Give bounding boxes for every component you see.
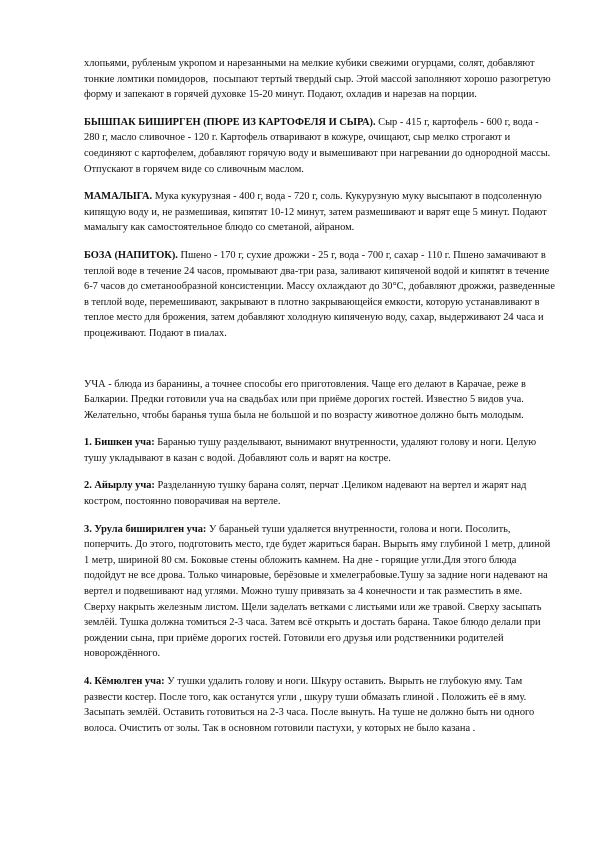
recipe-boza-paragraph	[84, 248, 555, 342]
variant-title: 2. Айырлу уча:	[84, 480, 155, 492]
ucha-variant-3-paragraph	[84, 522, 555, 662]
ucha-variant-1-paragraph	[84, 435, 555, 466]
paragraph-text: Мука кукурузная - 400 г, вода - 720 г, соль. Кукурузную муку высыпают в подсоленную кипящую воду и, не размешивая, кипятят 10-12 минут, затем размешивают и варят еще 5 минут. Подают мамалыгу как самостоятельное блюдо со сметаной, айраном.	[84, 191, 547, 234]
paragraph-text: У тушки удалить голову и ноги. Шкуру оставить. Вырыть не глубокую яму. Там развести костер. После того, как останутся угли , шкуру туши обмазать глиной . Положить её в яму. Засыпать землёй. Оставить готовиться на 2-3 часа. После вынуть. На туше не должно быть ни одного волоса. Очистить от золы. Так в основном готовили пастухи, у которых не было казана .	[84, 676, 535, 734]
recipe-title: БЫШПАК БИШИРГЕН (ПЮРЕ ИЗ КАРТОФЕЛЯ И СЫРА).	[84, 116, 376, 128]
recipe-bishpak-paragraph	[84, 115, 555, 177]
recipe-mamalyga-paragraph	[84, 189, 555, 236]
section-spacer	[84, 354, 555, 377]
recipe-title: МАМАЛЫГА.	[84, 191, 153, 203]
ucha-variant-2-paragraph	[84, 478, 555, 509]
recipe-continuation-paragraph	[84, 56, 555, 103]
ucha-intro-paragraph	[84, 377, 555, 424]
paragraph-text: У бараньей туши удаляется внутренности, голова и ноги. Посолить, поперчить. До этого, подготовить место, где будет жариться баран. Вырыть яму глубиной 1 метр, длиной 1 метр, шириной 80 см. Боковые стены обложить камнем. На дне - горящие угли.Для этого блюда подойдут не все дрова. Только чинаровые, берёзовые и хмелеграбовые.Тушу за задние ноги надевают на вертел и подвешивают над углями. Можно тушу привязать за 4 конечности и так разместить в яме. Сверху накрыть железным листом. Щели заделать ветками с листьями или же травой. Сверху засыпать землёй. Тушка должна томиться 2-3 часа. Затем всё открыть и достать барана. Такое блюдо делали при рождении сына, при приёме дорогих гостей. Готовили его друзья или родственники родителей новорождённого.	[84, 523, 551, 660]
variant-title: 4. Кёмюлген уча:	[84, 676, 165, 687]
paragraph-text: УЧА - блюда из баранины, а точнее способы его приготовления. Чаще его делают в Карачае, реже в Балкарии. Предки готовили уча на свадьбах или при приёме дорогих гостей. Известно 5 видов уча. Желательно, чтобы баранья туша была не большой и по возрасту животное должно быть молодым.	[84, 378, 526, 421]
variant-title: 1. Бишкен уча:	[84, 437, 155, 449]
paragraph-text: хлопьями, рубленым укропом и нарезанными на мелкие кубики свежими огурцами, солят, добавляют тонкие ломтики помидоров, ⁠ посыпают тертый твердый сыр. Этой массой заполняют хорошо разогретую форму и запекают в горячей духовке 15-20 минут. Подают, охладив и нарезав на порции.	[84, 58, 551, 101]
paragraph-text: Сыр - 415 г, картофель - 600 г, вода - 280 г, масло сливочное - 120 г. Картофель отваривают в кожуре, очищают, сыр мелко строгают и соединяют с картофелем, добавляют горячую воду и вымешивают при нагревании до однородной массы. Отпускают в горячем виде со сливочным маслом.	[84, 116, 551, 175]
ucha-variant-4-paragraph	[84, 674, 555, 736]
paragraph-text: Баранью тушу разделывают, вынимают внутренности, удаляют голову и ноги. Целую тушу укладывают в казан с водой. Добавляют соль и варят на костре.	[84, 437, 537, 464]
paragraph-text: Разделанную тушку барана солят, перчат .Целиком надевают на вертел и жарят над костром, постоянно поворачивая на вертеле.	[84, 480, 527, 508]
paragraph-text: Пшено - 170 г, сухие дрожжи - 25 г, вода - 700 г, сахар - 110 г. Пшено замачивают в теплой воде в течение 24 часов, промывают два-три раза, заливают кипяченой водой и кипятят в течение 6-7 часов до сметанообразной консистенции. Массу охлаждают до 30°С, добавляют дрожжи, разведенные в теплой воде, перемешивают, закрывают в плотно закрывающейся емкости, которую устанавливают в теплое место для брожения, затем добавляют холодную кипяченую воду, сахар, выдерживают 24 часа и процеживают. Подают в пиалах.	[84, 249, 555, 339]
variant-title: 3. Урула биширилген уча:	[84, 523, 207, 535]
recipe-title: БОЗА (НАПИТОК).	[84, 249, 178, 261]
